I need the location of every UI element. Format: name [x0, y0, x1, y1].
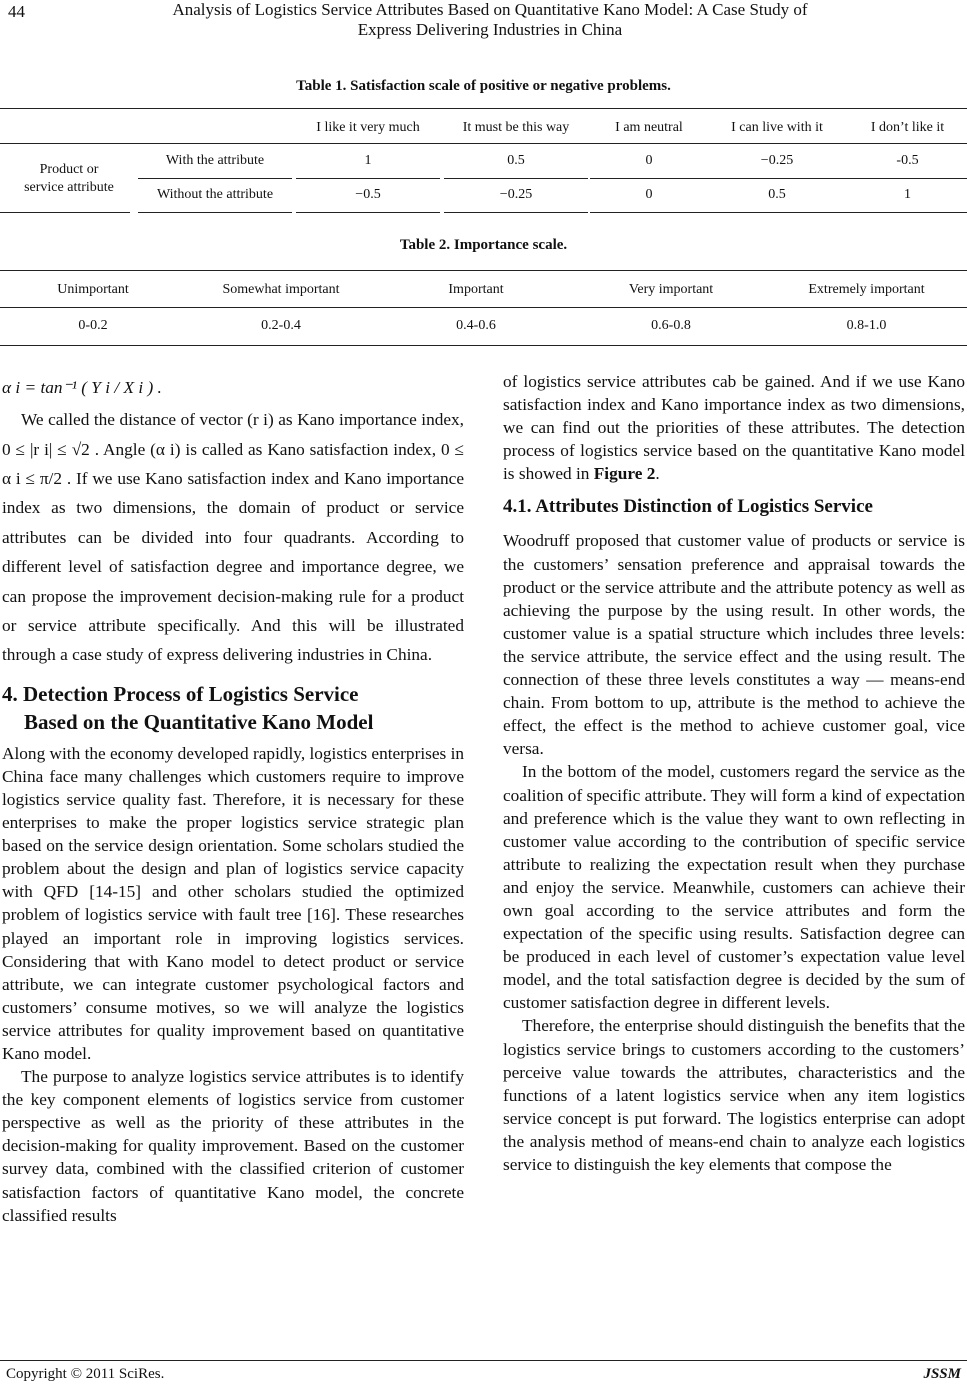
- table2-header-rule: [0, 307, 967, 308]
- running-title-line2: Express Delivering Industries in China: [357, 20, 623, 39]
- table1-row-label: Without the attribute: [156, 187, 274, 202]
- table1-row-group-label: [0, 161, 138, 197]
- table1-cell: 1: [364, 153, 372, 168]
- table2-col-header: Extremely important: [808, 282, 925, 297]
- table2-caption: Table 2. Importance scale.: [399, 237, 568, 253]
- paragraph: The purpose to analyze logistics service attributes is to identify the key component elements of logistics service from customer perspective as well as the priority of these attributes in the decision-making for quality improvement. Based on the customer survey data, combined with the classified criterion of customer satisfaction factors of quantitative Kano model, the concrete classified results: [2, 1067, 464, 1225]
- table1-cell: -0.5: [896, 153, 919, 168]
- table1-bottom-rule: [708, 212, 846, 213]
- row-group-label-line1: Product or: [39, 162, 99, 177]
- paragraph: Woodruff proposed that customer value of products or service is the customers’ sensation preference and appraisal towards the product or the service attribute and the attribute potency as well as achieving the purpose by the using result. In other words, the customer value is a spatial structure which includes three levels: the service attribute, the service effect and the using result. The connection of these three levels constitutes a way — means-end chain. From bottom to up, attribute is the method to achieve the effect, the effect is the method to achieve customer goal, vice versa.: [503, 531, 965, 759]
- table1-row-rule: [444, 178, 588, 179]
- table1-bottom-rule: [138, 212, 292, 213]
- page-number: 44: [8, 2, 25, 21]
- paragraph: [503, 370, 965, 485]
- table1-row-rule: [138, 178, 292, 179]
- left-column: [2, 376, 464, 1227]
- table1-cell: −0.25: [499, 187, 533, 202]
- table1-col-header: It must be this way: [462, 120, 570, 135]
- paragraph-text: of logistics service attributes cab be gained. And if we use Kano satisfaction index and Kano importance index as two dimensions, we can find out the priorities of these attributes. The detection process of logistics service based on the quantitative Kano model is showed in: [503, 372, 965, 484]
- table1-cell: 0.5: [768, 187, 786, 202]
- table1-header-rule: [0, 143, 967, 144]
- heading-line2: Based on the Quantitative Kano Model: [24, 709, 374, 734]
- table1-col-header: I like it very much: [316, 120, 420, 135]
- paragraph: Therefore, the enterprise should distinguish the benefits that the logistics service brings to customers according to the customers’ perceive value towards the attributes, characteristics and the functions of a latent logistics service when any item logistics service concept is put forward. The logistics enterprise can adopt the analysis method of means-end chain to analyze each logistics service to distinguish the key elements that compose the: [503, 1016, 965, 1174]
- table2-col-header: Important: [448, 282, 504, 297]
- paragraph: We called the distance of vector (r i) as Kano importance index, 0 ≤ |r i| ≤ √2 . Angle (α i) is called as Kano satisfaction index, 0 ≤ α i ≤ π/2 . If we use Kano satisfaction index and Kano importance index as two dimensions, the domain of product or service attributes can be divided into four quadrants. According to different level of satisfaction degree and importance degree, we can propose the improvement decision-making rule for a product or service attribute specifically. And this will be illustrated through a case study of express delivering industries in China.: [2, 410, 464, 665]
- journal-abbrev: JSSM: [923, 1366, 961, 1382]
- table1-col-header: I can live with it: [731, 120, 823, 135]
- table1-top-rule: [0, 108, 967, 109]
- table1-cell: 0.5: [507, 153, 525, 168]
- table1-row-rule: [296, 178, 440, 179]
- paragraph: In the bottom of the model, customers regard the service as the coalition of specific attribute. They will form a kind of expectation and preference which is the value they want to own reflecting in customer value according to the contribution of specific service attribute to realizing the expectation result when they purchase and enjoy the service. Meanwhile, customers can achieve their own goal according to the service attributes and form the expectation of the specific using results. Satisfaction degree can be produced in each level of customer’s expectation value level model, and the total satisfaction degree is decided by the sum of customer satisfaction degree in different levels.: [503, 762, 965, 1013]
- table1-bottom-rule: [296, 212, 440, 213]
- table1-cell: 0: [645, 187, 653, 202]
- table1-row-rule: [590, 178, 708, 179]
- table1-row-rule: [846, 178, 967, 179]
- table2-bottom-rule: [0, 345, 967, 346]
- table1-bottom-rule: [0, 212, 130, 213]
- right-column: [503, 370, 965, 1176]
- section-heading-4: [2, 680, 464, 736]
- table1-bottom-rule: [846, 212, 967, 213]
- row-group-label-line2: service attribute: [24, 180, 114, 195]
- table2-cell: 0-0.2: [78, 318, 108, 333]
- table1-bottom-rule: [590, 212, 708, 213]
- paragraph: Along with the economy developed rapidly, logistics enterprises in China face many challenges which customers require to improve logistics service quality fast. Therefore, it is necessary for these enterprises to make the proper logistics service strategic plan based on the service design orientation. Some scholars studied the problem about the design and plan of logistics service capacity with QFD [14-15] and other scholars studied the optimized problem of logistics service with fault tree [16]. These researches played an important role in improving logistics services. Considering that with Kano model to detect product or service attribute, we can integrate customer psychological factors and customers’ consume motives, so we will analyze the logistics service attributes for quality improvement based on quantitative Kano model.: [2, 743, 465, 1063]
- copyright: Copyright © 2011 SciRes.: [6, 1366, 165, 1382]
- table2-col-header: Very important: [628, 282, 714, 297]
- formula-alpha: α i = tan⁻¹ ( Y i / X i ) .: [2, 378, 162, 397]
- table1-row-rule: [708, 178, 846, 179]
- table1-row-label: With the attribute: [165, 153, 265, 168]
- running-title: [140, 0, 840, 40]
- table1-col-header: I don’t like it: [870, 120, 945, 135]
- table1-cell: −0.5: [355, 187, 381, 202]
- section-heading-4-1: 4.1. Attributes Distinction of Logistics Service: [503, 496, 873, 518]
- running-title-line1: Analysis of Logistics Service Attributes Based on Quantitative Kano Model: A Case Study of: [172, 0, 808, 19]
- table2-top-rule: [0, 270, 967, 271]
- table2-cell: 0.2-0.4: [261, 318, 301, 333]
- figure-reference: Figure 2: [593, 464, 656, 484]
- table1-cell: −0.25: [760, 153, 794, 168]
- table1-cell: 1: [904, 187, 911, 202]
- table2-col-header: Unimportant: [57, 282, 129, 297]
- table1-caption: Table 1. Satisfaction scale of positive or negative problems.: [296, 78, 671, 94]
- table1-col-header: I am neutral: [615, 120, 683, 135]
- table2-cell: 0.4-0.6: [456, 318, 496, 333]
- table2-cell: 0.8-1.0: [846, 318, 887, 333]
- footer-rule: [0, 1360, 967, 1361]
- table2-col-header: Somewhat important: [222, 282, 340, 297]
- table2-cell: 0.6-0.8: [651, 318, 691, 333]
- heading-line1: 4. Detection Process of Logistics Service: [2, 681, 359, 706]
- table1-cell: 0: [645, 153, 653, 168]
- paragraph-end: .: [655, 464, 660, 484]
- table1-bottom-rule: [444, 212, 588, 213]
